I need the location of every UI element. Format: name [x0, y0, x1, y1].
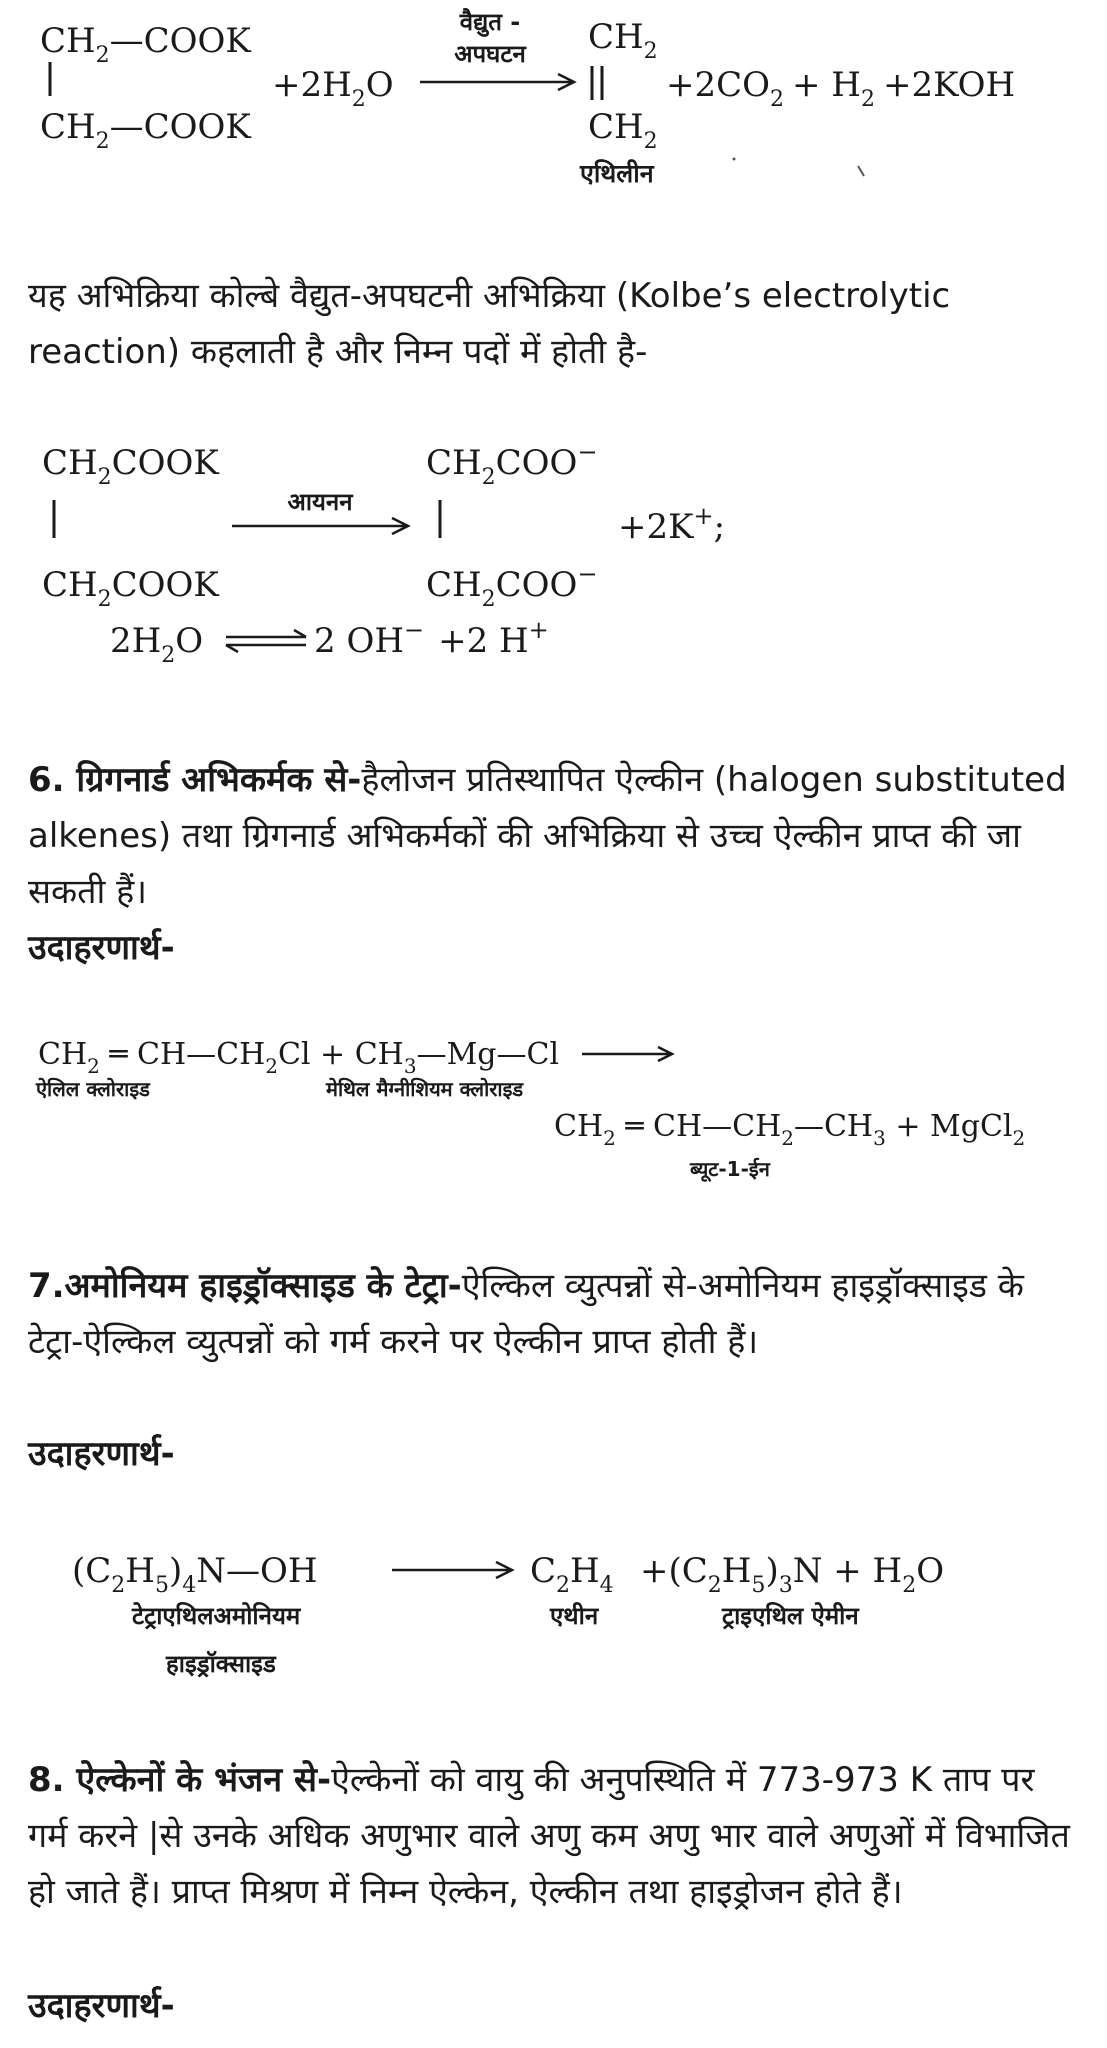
eq4-arrow — [392, 1562, 512, 1578]
eq4-amine-water: $+(C_2H_5)_3N + H_2O$ — [640, 1551, 945, 1598]
eq2-equilibrium-arrow — [226, 630, 306, 652]
eq4-reactant: $(C_2H_5)_4N—OH$ — [72, 1551, 318, 1598]
eq1-double-bond — [592, 66, 602, 100]
section7-example-label: उदाहरणार्थ- — [28, 1434, 175, 1474]
eq1-reactant-top: $CH_2—COOK$ — [40, 21, 251, 68]
eq1-reactant-bottom: $CH_2—COOK$ — [40, 107, 251, 154]
eq2-reactant-top: $CH_2COOK$ — [42, 443, 219, 490]
hofmann-equation — [0, 1530, 1107, 1710]
eq2-potassium-ions: +2K+; — [618, 502, 726, 547]
eq3-products: $CH_2$ ═ $CH—CH_2—CH_3$ + MgCl$_2$ — [554, 1109, 1026, 1150]
eq1-condition-bottom: अपघटन — [454, 40, 526, 68]
eq4-ethene: $C_2H_4$ — [530, 1551, 614, 1598]
eq2-water-products: 2 OH− +2 H+ — [314, 616, 549, 661]
eq1-water: $+2H_2O$ — [272, 65, 394, 112]
eq2-condition: आयनन — [287, 488, 353, 516]
section6-paragraph — [28, 752, 1078, 920]
eq2-arrow — [232, 518, 408, 534]
ionisation-equation — [0, 430, 1107, 670]
section6-title: 6. ग्रिगनार्ड अभिकर्मक से- — [28, 760, 362, 800]
eq1-product-bottom: $CH_2$ — [588, 107, 658, 154]
eq4-label-reactant-2: हाइड्रॉक्साइड — [166, 1650, 276, 1678]
kolbe-description: यह अभिक्रिया कोल्बे वैद्युत-अपघटनी अभिक्रिया (Kolbe’s electrolytic reaction) कहलाती है और निम्न पदों में होती है- — [28, 276, 951, 372]
eq1-product-top: $CH_2$ — [588, 17, 658, 64]
eq3-label-grignard: मेथिल मैग्नीशियम क्लोराइड — [326, 1077, 524, 1101]
section8-title: 8. ऐल्केनों के भंजन से- — [28, 1760, 332, 1800]
eq2-product-bottom: $CH_2COO^-$ — [426, 560, 598, 612]
speck-dot — [733, 158, 736, 161]
eq2-product-top: $CH_2COO^-$ — [426, 438, 598, 490]
eq3-label-butene: ब्यूट-1-ईन — [690, 1157, 770, 1181]
section7-text: ऐल्किल व्युत्पन्नों से-अमोनियम हाइड्रॉक्साइड के टेट्रा-ऐल्किल व्युत्पन्नों को गर्म करने पर ऐल्कीन प्राप्त होती हैं। — [28, 1266, 1024, 1362]
eq3-arrow — [582, 1047, 672, 1061]
eq4-label-reactant-1: टेट्राएथिलअमोनियम — [132, 1602, 301, 1630]
speck-mark — [858, 166, 864, 176]
section7-paragraph — [28, 1258, 1078, 1370]
eq2-reactant-bottom: $CH_2COOK$ — [42, 565, 219, 612]
eq1-condition-top: वैद्युत - — [459, 8, 521, 36]
section8-text: ऐल्केनों को वायु की अनुपस्थिति में 773-973 K ताप पर गर्म करने |से उनके अधिक अणुभार वाले अणु कम अणु भार वाले अणुओं में विभाजित हो जाते हैं। प्राप्त मिश्रण में निम्न ऐल्केन, ऐल्कीन तथा हाइड्रोजन होते हैं। — [28, 1760, 1070, 1912]
grignard-equation — [0, 1020, 1107, 1200]
section7-title: 7.अमोनियम हाइड्रॉक्साइड के टेट्रा- — [28, 1266, 462, 1306]
section6-example-label: उदाहरणार्थ- — [28, 928, 175, 968]
eq2-water: $2H_2O$ — [110, 621, 204, 668]
eq1-product-name: एथिलीन — [580, 159, 654, 188]
section8-example-label: उदाहरणार्थ- — [28, 1986, 175, 2026]
eq4-label-amine: ट्राइएथिल ऐमीन — [722, 1602, 859, 1630]
eq3-reactants: $CH_2$ ═ $CH—CH_2Cl$ + $CH_3—Mg—Cl$ — [38, 1037, 560, 1078]
section6-text: हैलोजन प्रतिस्थापित ऐल्कीन (halogen substituted alkenes) तथा ग्रिगनार्ड अभिकर्मकों की अभिक्रिया से उच्च ऐल्कीन प्राप्त की जा सकती हैं। — [28, 760, 1067, 912]
eq1-other-products: $+2CO_2 + H_2 +2KOH$ — [666, 65, 1016, 112]
eq4-label-ethene: एथीन — [550, 1602, 599, 1630]
section8-paragraph — [28, 1752, 1078, 1920]
eq3-label-allyl-chloride: ऐलिल क्लोराइड — [36, 1077, 150, 1101]
kolbe-equation — [0, 0, 1107, 210]
eq1-arrow — [420, 74, 574, 90]
